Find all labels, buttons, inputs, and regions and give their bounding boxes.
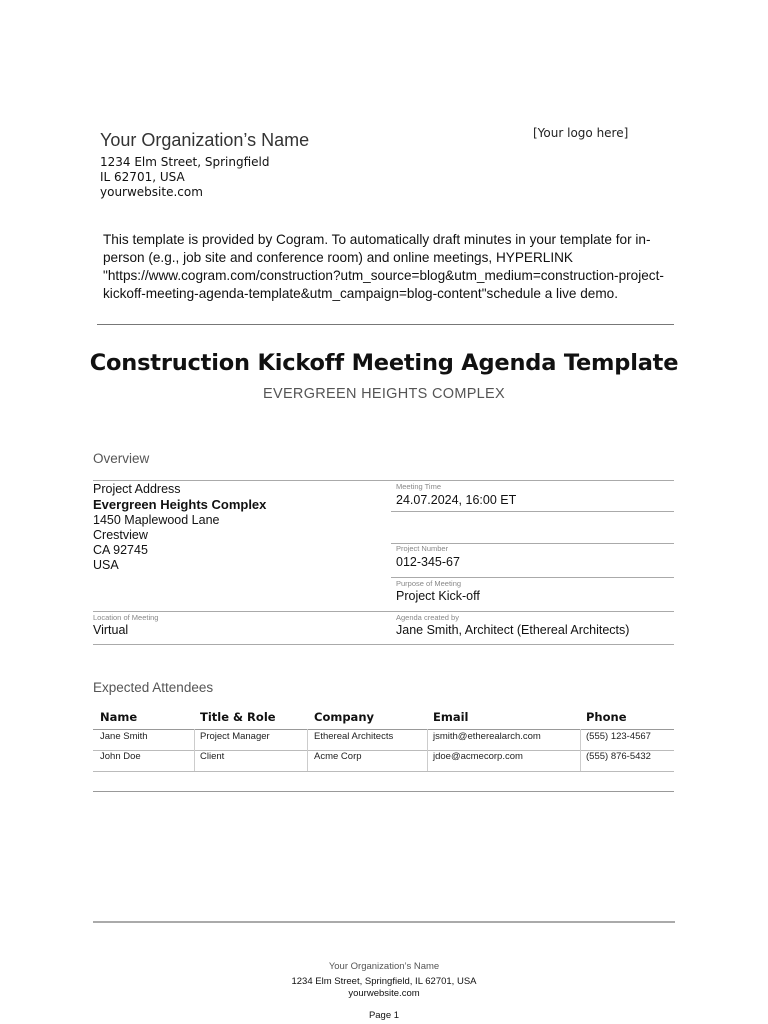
- attendees-heading: Expected Attendees: [93, 680, 214, 695]
- purpose-label: Purpose of Meeting: [396, 579, 462, 588]
- organization-name: Your Organization’s Name: [100, 130, 310, 150]
- attendee-email[interactable]: jsmith@etherealarch.com: [433, 731, 541, 742]
- project-number-value: 012-345-67: [396, 555, 460, 569]
- logo-placeholder: [Your logo here]: [533, 126, 629, 140]
- column-divider: [580, 729, 581, 771]
- overview-rule: [93, 611, 674, 612]
- attendee-company: Ethereal Architects: [314, 731, 394, 742]
- project-number-label: Project Number: [396, 544, 449, 553]
- meeting-time-label: Meeting Time: [396, 482, 442, 491]
- website-link[interactable]: yourwebsite.com: [100, 185, 203, 199]
- document-title: Construction Kickoff Meeting Agenda Template: [89, 350, 679, 376]
- footer-website-link[interactable]: yourwebsite.com: [348, 988, 420, 999]
- address-line: USA: [93, 558, 119, 573]
- column-divider: [194, 729, 195, 771]
- footer-divider: [93, 921, 675, 923]
- overview-heading: Overview: [93, 451, 150, 466]
- overview-top-rule: [93, 480, 674, 481]
- template-notice: This template is provided by Cogram. To automatically draft minutes in your template for in-person (e.g., job site and conference room) and online meetings, HYPERLINK "https://www.cogram.com/construction?utm_source=blog&utm_medium=construction-project-kickoff-meeting-agenda-template&utm_campaign=blog-content"schedule a live demo.: [103, 232, 664, 301]
- organization-address: [100, 155, 269, 200]
- attendee-email[interactable]: jdoe@acmecorp.com: [433, 751, 523, 762]
- attendee-name: Jane Smith: [100, 731, 148, 742]
- column-header: Company: [314, 710, 374, 724]
- created-by-value: Jane Smith, Architect (Ethereal Architects): [396, 623, 630, 637]
- location-label: Location of Meeting: [93, 613, 159, 622]
- overview-rule: [391, 511, 674, 512]
- table-header-rule: [93, 729, 674, 730]
- location-value: Virtual: [93, 623, 129, 637]
- footer-organization-name: Your Organization’s Name: [328, 961, 440, 972]
- overview-bottom-rule: [93, 644, 674, 645]
- address-line: 1450 Maplewood Lane: [93, 512, 220, 527]
- column-header: Email: [433, 710, 469, 724]
- attendee-role: Project Manager: [200, 731, 270, 742]
- footer-address-block: [0, 976, 768, 1000]
- notice-divider: [97, 324, 674, 325]
- project-address-block: [93, 482, 266, 574]
- attendee-role: Client: [200, 751, 225, 762]
- created-by-label: Agenda created by: [396, 613, 459, 622]
- document-subtitle: EVERGREEN HEIGHTS COMPLEX: [263, 386, 505, 402]
- address-line: 1234 Elm Street, Springfield: [100, 155, 270, 169]
- column-header: Title & Role: [200, 710, 276, 724]
- attendee-name: John Doe: [100, 751, 141, 762]
- attendee-company: Acme Corp: [314, 751, 362, 762]
- purpose-value: Project Kick-off: [396, 589, 480, 603]
- project-name: Evergreen Heights Complex: [93, 497, 267, 513]
- attendee-phone: (555) 876-5432: [586, 751, 651, 762]
- footer-address: 1234 Elm Street, Springfield, IL 62701, USA: [291, 976, 477, 987]
- address-line: IL 62701, USA: [100, 170, 185, 184]
- column-header: Name: [100, 710, 138, 724]
- table-row-rule: [93, 771, 674, 772]
- column-divider: [427, 729, 428, 771]
- project-address-label: Project Address: [93, 482, 181, 496]
- table-bottom-rule: [93, 791, 674, 792]
- attendee-phone: (555) 123-4567: [586, 731, 651, 742]
- meeting-time-value: 24.07.2024, 16:00 ET: [396, 493, 517, 507]
- overview-rule: [391, 577, 674, 578]
- address-line: CA 92745: [93, 543, 148, 558]
- column-header: Phone: [586, 710, 627, 724]
- column-divider: [307, 729, 308, 771]
- address-line: Crestview: [93, 527, 148, 542]
- page-number: Page 1: [368, 1010, 400, 1021]
